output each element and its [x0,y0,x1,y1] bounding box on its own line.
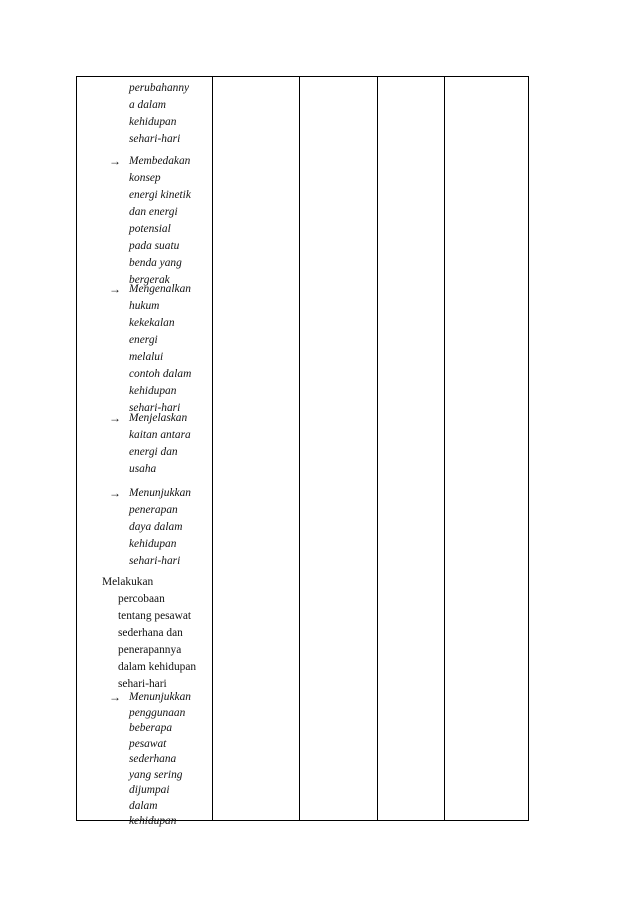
text-line: energi dan [129,446,178,458]
text-line: sehari-hari [129,133,181,145]
text-line: sehari-hari [129,402,181,414]
text-line: kaitan antara [129,429,191,441]
arrow-icon: → [109,690,121,704]
text-line: dan energi [129,206,178,218]
text-line: penggunaan [129,706,186,719]
text-line: sederhana dan [118,627,183,639]
text-line: tentang pesawat [118,610,192,622]
text-line: bergerak [129,274,170,286]
text-line: Menunjukkan [129,487,191,499]
text-line: Mengenalkan [129,283,191,295]
text-line: energi [129,334,158,346]
text-line: Menunjukkan [129,691,191,703]
text-line: Melakukan [102,576,154,588]
text-line: kehidupan [129,815,177,827]
text-line: Membedakan [129,155,191,167]
text-line: sederhana [129,753,177,765]
text-line: a dalam [129,99,167,111]
column-divider-1 [212,77,213,820]
text-line: pesawat [129,737,167,750]
arrow-icon: → [109,486,121,500]
text-line: penerapannya [118,644,182,656]
text-line: pada suatu [129,240,180,252]
text-line: sehari-hari [129,555,181,567]
text-line: yang sering [129,768,183,781]
text-line: potensial [129,223,171,235]
arrow-icon: → [109,282,121,296]
text-line: beberapa [129,722,173,734]
text-line: energi kinetik [129,189,191,201]
text-line: benda yang [129,257,182,269]
indicator-cell [77,77,212,827]
text-line: sehari-hari [118,678,167,690]
text-line: Menjelaskan [129,412,188,424]
column-divider-3 [377,77,378,820]
text-line: kekekalan [129,317,175,329]
column-divider-2 [299,77,300,820]
text-line: konsep [129,172,161,184]
text-line: perubahanny [129,82,190,94]
text-line: dalam [129,799,158,812]
text-line: dijumpai [129,784,170,796]
text-line: usaha [129,463,157,475]
text-line: kehidupan [129,385,177,397]
arrow-icon: → [109,154,121,168]
text-line: percobaan [118,593,165,605]
text-line: melalui [129,351,164,363]
text-line: penerapan [129,504,178,516]
column-divider-4 [444,77,445,820]
text-line: hukum [129,300,160,312]
text-line: kehidupan [129,116,177,128]
text-line: daya dalam [129,521,183,533]
text-line: contoh dalam [129,368,192,380]
arrow-icon: → [109,411,121,425]
text-line: kehidupan [129,538,177,550]
competency-table [76,76,529,827]
text-line: dalam kehidupan [118,661,197,673]
